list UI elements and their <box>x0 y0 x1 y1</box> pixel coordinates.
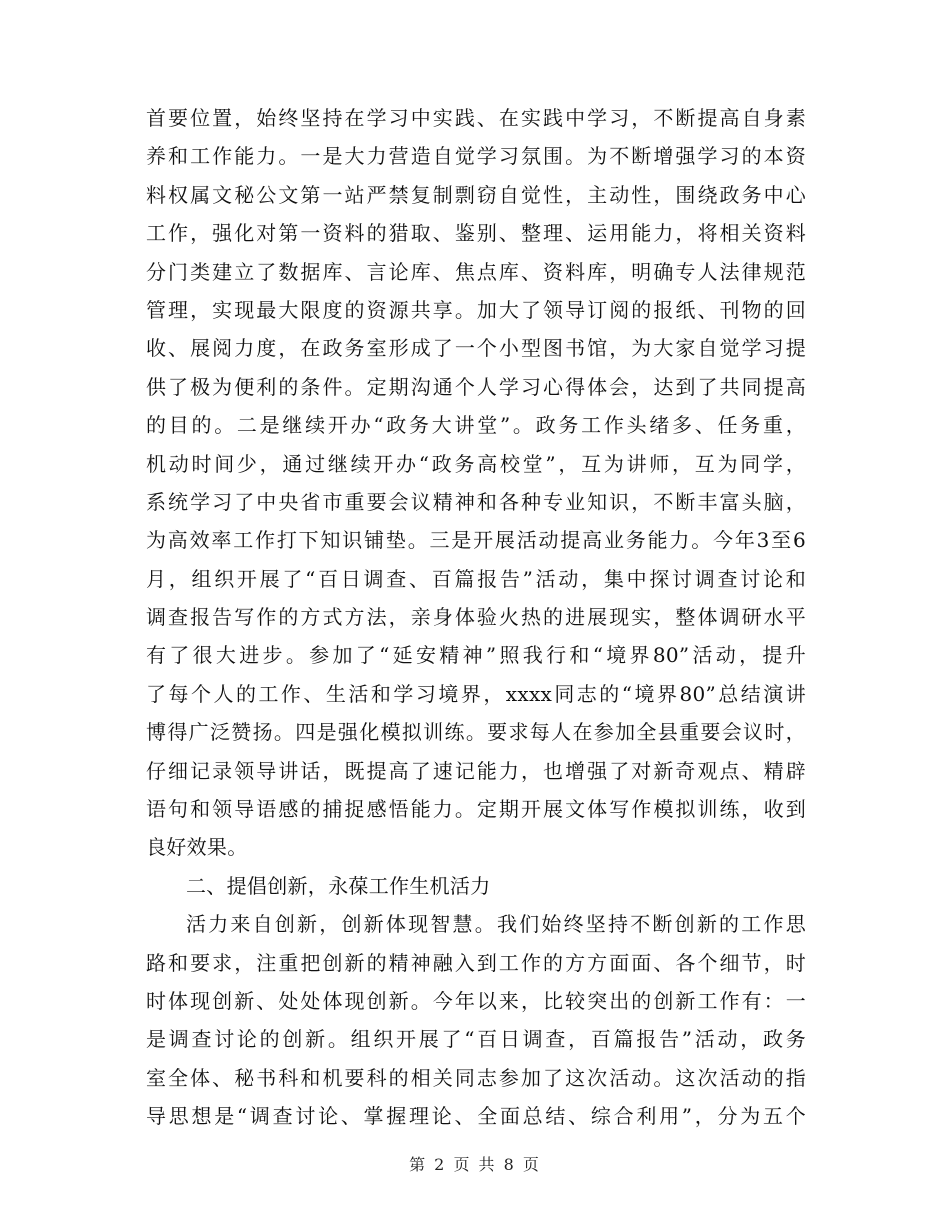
paragraph-line: 导思想是“调查讨论、掌握理论、全面总结、综合利用”，分为五个 <box>146 1104 806 1129</box>
paragraph-line: 良好效果。 <box>146 835 248 860</box>
paragraph-line: 室全体、秘书科和机要科的相关同志参加了这次活动。这次活动的指 <box>146 1065 806 1090</box>
paragraph-line: 时体现创新、处处体现创新。今年以来，比较突出的创新工作有：一 <box>146 988 806 1013</box>
paragraph-line: 养和工作能力。一是大力营造自觉学习氛围。为不断增强学习的本资 <box>146 144 806 169</box>
paragraph-line: 了每个人的工作、生活和学习境界，xxxx同志的“境界80”总结演讲 <box>146 681 806 706</box>
paragraph-line: 博得广泛赞扬。四是强化模拟训练。要求每人在参加全县重要会议时， <box>146 720 806 745</box>
paragraph-line: 活力来自创新，创新体现智慧。我们始终坚持不断创新的工作思 <box>186 912 806 937</box>
paragraph-line: 机动时间少，通过继续开办“政务高校堂”，互为讲师，互为同学， <box>146 451 806 476</box>
paragraph-line: 语句和领导语感的捕捉感悟能力。定期开展文体写作模拟训练，收到 <box>146 797 806 822</box>
paragraph-line: 分门类建立了数据库、言论库、焦点库、资料库，明确专人法律规范 <box>146 259 806 284</box>
paragraph-line: 的目的。二是继续开办“政务大讲堂”。政务工作头绪多、任务重， <box>146 413 806 438</box>
document-body <box>146 99 806 1136</box>
paragraph-line: 是调查讨论的创新。组织开展了“百日调查，百篇报告”活动，政务 <box>146 1027 806 1052</box>
paragraph-line: 系统学习了中央省市重要会议精神和各种专业知识，不断丰富头脑， <box>146 489 806 514</box>
paragraph-line: 供了极为便利的条件。定期沟通个人学习心得体会，达到了共同提高 <box>146 374 806 399</box>
paragraph-line: 收、展阅力度，在政务室形成了一个小型图书馆，为大家自觉学习提 <box>146 336 806 361</box>
paragraph-line: 仔细记录领导讲话，既提高了速记能力，也增强了对新奇观点、精辟 <box>146 758 806 783</box>
paragraph-line: 首要位置，始终坚持在学习中实践、在实践中学习，不断提高自身素 <box>146 106 806 130</box>
paragraph-line: 管理，实现最大限度的资源共享。加大了领导订阅的报纸、刊物的回 <box>146 297 806 322</box>
paragraph-line: 有了很大进步。参加了“延安精神”照我行和“境界80”活动，提升 <box>146 643 806 668</box>
paragraph-line: 料权属文秘公文第一站严禁复制剽窃自觉性，主动性，围绕政务中心 <box>146 182 806 207</box>
paragraph-line: 调查报告写作的方式方法，亲身体验火热的进展现实，整体调研水平 <box>146 605 806 630</box>
paragraph-line: 为高效率工作打下知识铺垫。三是开展活动提高业务能力。今年3至6 <box>146 528 806 553</box>
section-heading: 二、提倡创新，永葆工作生机活力 <box>186 873 491 898</box>
page-number-footer: 第 2 页 共 8 页 <box>409 1155 541 1174</box>
paragraph-line: 路和要求，注重把创新的精神融入到工作的方方面面、各个细节，时 <box>146 950 806 975</box>
paragraph-line: 月，组织开展了“百日调查、百篇报告”活动，集中探讨调查讨论和 <box>146 566 806 591</box>
paragraph-line: 工作，强化对第一资料的猎取、鉴别、整理、运用能力，将相关资料 <box>146 221 806 246</box>
